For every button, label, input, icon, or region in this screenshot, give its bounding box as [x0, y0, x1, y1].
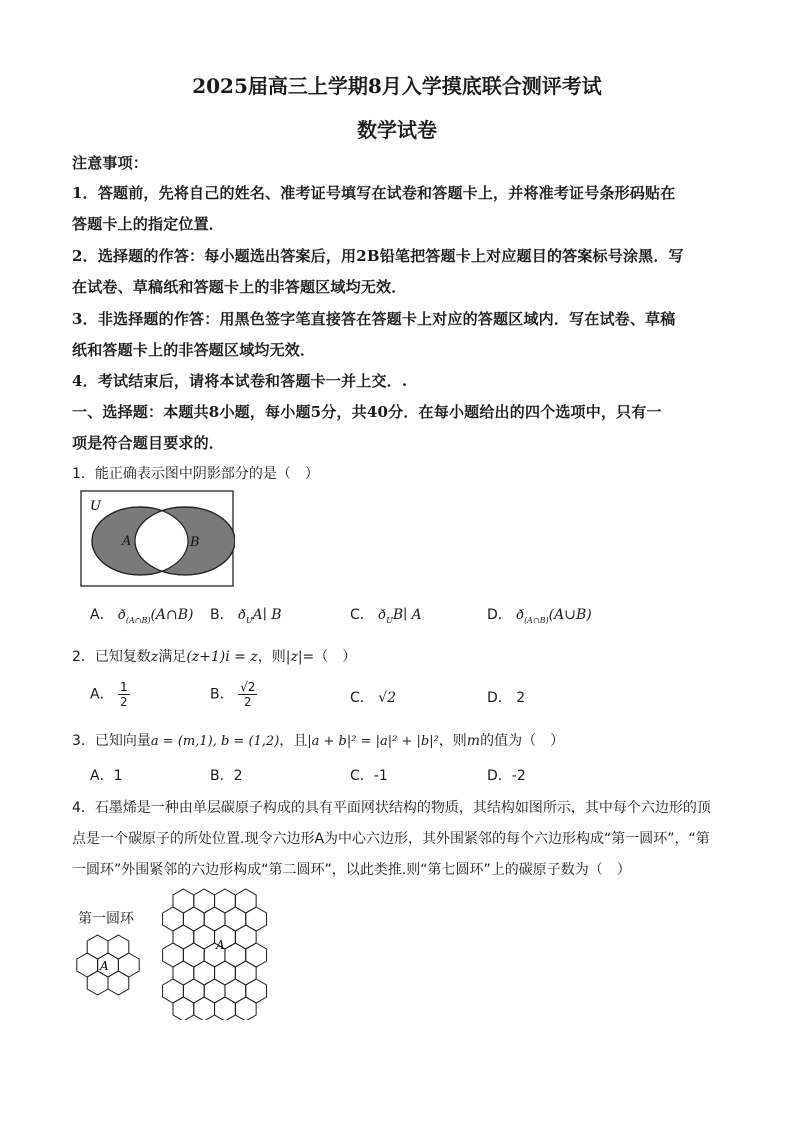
complement-symbol: ð	[118, 608, 126, 623]
lattice-hexagon	[173, 889, 194, 913]
q1-option-b[interactable]	[210, 604, 282, 625]
ring-hexagon	[77, 953, 98, 977]
ring-hexagon	[87, 971, 108, 995]
complement-subscript: (A∩B)	[524, 615, 549, 625]
note-2-line-1: 2．选择题的作答：每小题选出答案后，用2B铅笔把答题卡上对应题目的答案标号涂黑．写	[72, 247, 684, 265]
q1-venn-diagram	[80, 490, 235, 588]
q3-stem-text: ，且	[279, 733, 308, 749]
option-value: 2	[516, 690, 526, 706]
complement-symbol: ð	[378, 608, 387, 623]
note-2-line-2: 在试卷、草稿纸和答题卡上的非答题区域均无效．	[72, 278, 407, 296]
note-3-line-1: 3．非选择题的作答：用黑色签字笔直接答在答题卡上对应的答题区域内．写在试卷、草稿	[72, 310, 676, 328]
fraction-numerator: √2	[240, 680, 256, 694]
q4-stem-line-2: 点是一个碳原子的所处位置.现令六边形A为中心六边形，其外围紧邻的每个六边形构成“第一圆环”，“第	[72, 831, 710, 847]
lattice-hexagon	[246, 943, 267, 967]
fraction	[238, 680, 257, 709]
q4-graphene-figure	[162, 888, 284, 1020]
fraction-denominator: 2	[120, 695, 128, 709]
q2-stem-text: 2．已知复数	[72, 649, 151, 665]
q1-option-d[interactable]	[487, 604, 592, 625]
option-letter: B．	[210, 607, 234, 623]
note-4: 4．考试结束后，请将本试卷和答题卡一并上交．.	[72, 372, 408, 390]
lattice-hexagon	[225, 943, 246, 967]
note-3-line-2: 纸和答题卡上的非答题区域均无效．	[72, 341, 316, 359]
option-expression: A∣ B	[252, 607, 282, 623]
lattice-hexagon	[163, 979, 184, 1003]
option-letter: C．	[350, 607, 374, 623]
lattice-hexagon	[246, 907, 267, 931]
lattice-hexagon	[173, 925, 194, 949]
q3-stem-text: 3．已知向量	[72, 733, 151, 749]
q4-stem-line-3: 一圆环”外围紧邻的六边形构成“第二圆环”，以此类推.则“第七圆环”上的碳原子数为（ ）	[72, 862, 631, 878]
lattice-hexagon	[194, 997, 215, 1020]
option-letter: A．	[90, 607, 114, 623]
q1-option-a[interactable]	[90, 604, 194, 625]
q2-option-a[interactable]	[90, 680, 130, 709]
option-expression: (A∩B)	[150, 607, 194, 623]
q2-option-d[interactable]	[487, 687, 525, 707]
option-value: √2	[378, 690, 397, 706]
section-1-heading-line-2: 项是符合题目要求的．	[72, 434, 225, 452]
q3-condition: |a + b|² = |a|² + |b|²	[307, 734, 439, 749]
complement-symbol: ð	[238, 608, 246, 623]
hex-a-label: A	[216, 938, 225, 952]
notes-heading: 注意事项：	[72, 154, 149, 172]
lattice-hexagon	[163, 907, 184, 931]
note-1-line-1: 1．答题前，先将自己的姓名、准考证号填写在试卷和答题卡上，并将准考证号条形码贴在	[72, 184, 676, 202]
q3-stem-text: 的值为（ ）	[480, 733, 565, 749]
section-1-heading-line-1: 一、选择题：本题共8小题，每小题5分，共40分．在每小题给出的四个选项中，只有一	[72, 403, 662, 421]
q2-stem-text: ，则	[257, 649, 286, 665]
lattice-hexagon	[246, 979, 267, 1003]
q2-option-c[interactable]	[350, 687, 396, 707]
q2-stem	[72, 646, 356, 666]
q2-stem-text: 满足	[158, 649, 187, 665]
complement-subscript: U	[245, 615, 253, 625]
lattice-hexagon	[173, 961, 194, 985]
lattice-hexagon	[235, 889, 256, 913]
q3-option-b[interactable]: B．2	[210, 768, 243, 784]
lattice-hexagon	[173, 997, 194, 1020]
q4-fig-label: 第一圆环	[78, 911, 134, 927]
lattice-hexagon	[215, 961, 236, 985]
ring-hexagon	[108, 971, 129, 995]
lattice-hexagon	[225, 979, 246, 1003]
lattice-hexagon	[194, 925, 215, 949]
lattice-hexagon	[183, 943, 204, 967]
q3-stem	[72, 730, 564, 750]
q4-first-ring-figure	[66, 928, 150, 1000]
lattice-hexagon	[163, 943, 184, 967]
lattice-hexagon	[194, 889, 215, 913]
lattice-hexagon	[215, 889, 236, 913]
q3-option-a[interactable]: A．1	[90, 768, 123, 784]
option-expression: B∣ A	[392, 607, 422, 623]
lattice-hexagon	[215, 997, 236, 1020]
q2-var-z: z	[150, 649, 159, 665]
fraction-denominator: 2	[243, 695, 252, 709]
q3-var-m: m	[466, 733, 481, 749]
set-a-label: A	[122, 534, 132, 549]
q3-option-d[interactable]: D．-2	[487, 768, 526, 784]
fraction-numerator: 1	[120, 680, 128, 694]
universe-label: U	[90, 499, 101, 514]
lattice-hexagon	[235, 961, 256, 985]
complement-subscript: (A∩B)	[125, 615, 151, 625]
set-b-label: B	[190, 535, 200, 550]
q1-option-c[interactable]	[350, 604, 422, 625]
option-letter: B．	[210, 686, 234, 703]
ring-hexagon	[87, 935, 108, 959]
q2-modulus: |z|=	[285, 649, 315, 665]
lattice-hexagon	[183, 907, 204, 931]
lattice-hexagon	[194, 961, 215, 985]
option-expression: (A∪B)	[548, 607, 592, 623]
exam-title: 2025届高三上学期8月入学摸底联合测评考试	[192, 74, 602, 98]
complement-subscript: U	[386, 615, 393, 625]
q4-stem-line-1: 4．石墨烯是一种由单层碳原子构成的具有平面网状结构的物质，其结构如图所示，其中每个六边形的顶	[72, 800, 711, 816]
ring-hexagon	[118, 953, 139, 977]
q3-vectors: a = (m,1), b = (1,2)	[150, 734, 280, 749]
fraction	[118, 680, 130, 709]
q2-stem-text: （ ）	[314, 649, 357, 665]
option-letter: D．	[487, 690, 512, 706]
lattice-hexagon	[204, 907, 225, 931]
note-1-line-2: 答题卡上的指定位置．	[72, 215, 225, 233]
option-letter: A．	[90, 686, 114, 703]
q3-option-c[interactable]: C．-1	[350, 768, 388, 784]
lattice-hexagon	[225, 907, 246, 931]
ring-hexagon	[108, 935, 129, 959]
exam-subject: 数学试卷	[357, 118, 437, 142]
q1-stem: 1．能正确表示图中阴影部分的是（ ）	[72, 466, 319, 482]
hex-a-label: A	[100, 959, 109, 973]
option-letter: D．	[487, 607, 512, 623]
lattice-hexagon	[183, 979, 204, 1003]
lattice-hexagon	[204, 979, 225, 1003]
option-letter: C．	[350, 690, 374, 706]
complement-symbol: ð	[516, 608, 525, 623]
lattice-hexagon	[235, 925, 256, 949]
q2-equation: (z+1)i = z	[186, 649, 258, 665]
q2-option-b[interactable]	[210, 680, 257, 709]
lattice-hexagon	[235, 997, 256, 1020]
q3-stem-text: ，则	[438, 733, 467, 749]
